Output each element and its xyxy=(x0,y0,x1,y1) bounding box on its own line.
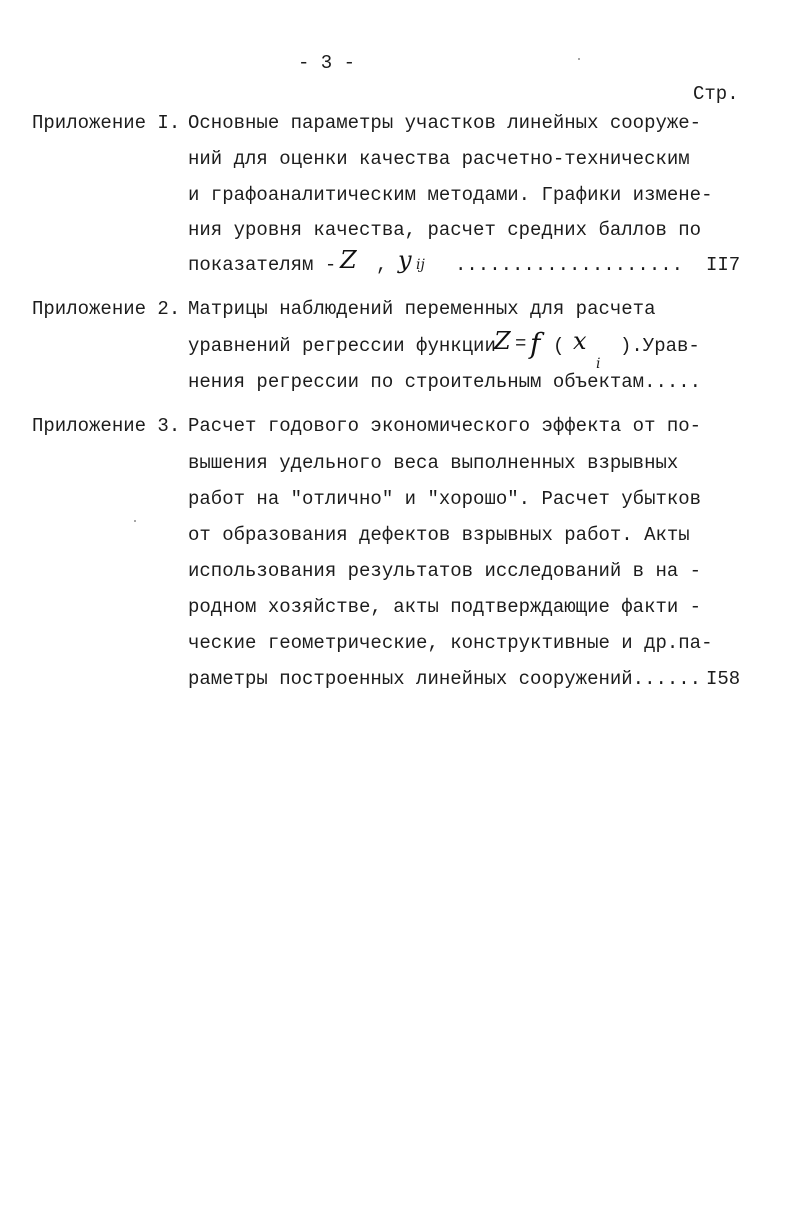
appendix-1-label: Приложение I. xyxy=(32,112,181,134)
appendix-3-line-4: от образования дефектов взрывных работ. Акты xyxy=(188,524,690,546)
formula-comma: , xyxy=(376,254,388,276)
appendix-3-line-8: раметры построенных линейных сооружений...... xyxy=(188,668,702,690)
formula-z-symbol-2: Z xyxy=(494,327,511,355)
appendix-1-line-5: показателям - xyxy=(188,254,337,276)
appendix-3-line-6: родном хозяйстве, акты подтверждающие факти - xyxy=(188,596,702,618)
scan-speck xyxy=(578,58,580,60)
appendix-1-line-1: Основные параметры участков линейных сооруже- xyxy=(188,112,702,134)
appendix-2-label: Приложение 2. xyxy=(32,298,181,320)
formula-y-symbol: y xyxy=(398,246,412,274)
formula-f-symbol: f xyxy=(530,327,541,360)
appendix-3-line-1: Расчет годового экономического эффекта от по- xyxy=(188,415,702,437)
page-number: - 3 - xyxy=(298,52,356,74)
formula-z-symbol: Z xyxy=(340,246,357,274)
page-column-header: Стр. xyxy=(693,83,739,105)
appendix-1-line-3: и графоаналитическим методами. Графики измене- xyxy=(188,184,713,206)
appendix-3-line-2: вышения удельного веса выполненных взрывных xyxy=(188,452,679,474)
formula-y-subscript: ij xyxy=(416,257,425,273)
formula-x-subscript: i xyxy=(596,356,601,372)
appendix-2-line-2: уравнений регрессии функции xyxy=(188,335,496,357)
formula-open-paren: ( xyxy=(553,335,565,357)
scan-speck xyxy=(134,520,136,522)
appendix-2-line-1: Матрицы наблюдений переменных для расчета xyxy=(188,298,656,320)
appendix-1-line-4: ния уровня качества, расчет средних баллов по xyxy=(188,219,702,241)
appendix-1-line-2: ний для оценки качества расчетно-техническим xyxy=(188,148,690,170)
appendix-3-page-ref: I58 xyxy=(706,668,741,690)
appendix-3-line-5: использования результатов исследований в на - xyxy=(188,560,702,582)
formula-equals: = xyxy=(515,333,527,355)
appendix-3-line-7: ческие геометрические, конструктивные и др.па- xyxy=(188,632,713,654)
appendix-1-leader-dots: .................... xyxy=(455,254,684,276)
appendix-3-line-3: работ на "отлично" и "хорошо". Расчет убытков xyxy=(188,488,702,510)
appendix-3-label: Приложение 3. xyxy=(32,415,181,437)
appendix-2-line-3: нения регрессии по строительным объектам..... xyxy=(188,371,702,393)
formula-x-symbol: x xyxy=(573,327,587,355)
appendix-1-page-ref: II7 xyxy=(706,254,741,276)
appendix-2-line-2-suffix: ).Урав- xyxy=(620,335,700,357)
